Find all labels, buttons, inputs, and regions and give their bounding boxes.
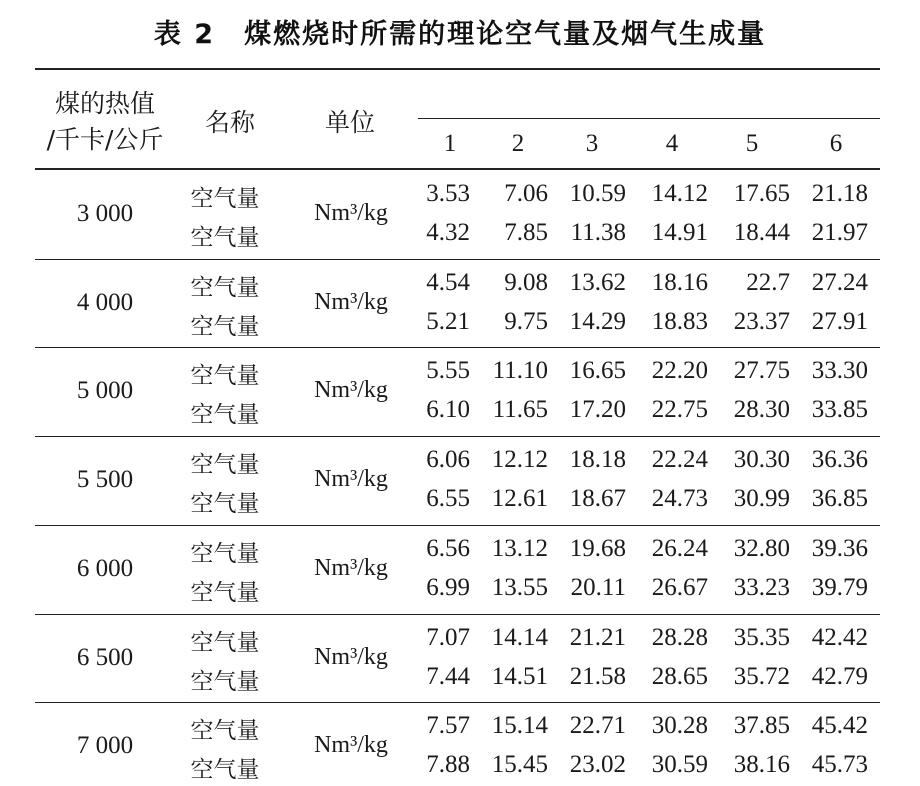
column-number-4: 4 xyxy=(665,130,679,157)
value-cell-col-2: 15.45 xyxy=(491,751,548,779)
group-separator-rule xyxy=(35,347,880,348)
header-name: 名称 xyxy=(204,108,255,137)
value-cell-col-2: 14.14 xyxy=(491,623,548,651)
value-cell-col-4: 28.65 xyxy=(651,662,708,690)
name-cell: 空气量 xyxy=(190,225,260,251)
name-cell: 空气量 xyxy=(190,313,260,340)
value-cell-col-6: 36.36 xyxy=(811,446,868,474)
value-cell-col-6: 42.42 xyxy=(811,623,868,651)
value-cell-col-3: 11.38 xyxy=(570,219,626,246)
value-cell-col-4: 24.73 xyxy=(651,485,708,513)
value-cell-col-4: 28.28 xyxy=(651,623,708,651)
name-cell: 空气量 xyxy=(190,186,260,212)
value-cell-col-1: 5.55 xyxy=(426,357,470,385)
heat-value-cell: 6 000 xyxy=(76,554,134,582)
value-cell-col-3: 14.29 xyxy=(569,307,626,335)
value-cell-col-4: 26.24 xyxy=(651,534,708,562)
value-cell-col-4: 22.20 xyxy=(651,357,708,385)
value-cell-col-6: 42.79 xyxy=(811,662,868,690)
heat-value-cell: 7 000 xyxy=(76,732,134,760)
value-cell-col-2: 7.06 xyxy=(504,180,548,207)
header-unit: 单位 xyxy=(324,108,375,137)
name-cell: 空气量 xyxy=(190,718,260,745)
value-cell-col-4: 18.83 xyxy=(651,307,708,335)
column-number-5: 5 xyxy=(745,130,759,157)
column-number-6: 6 xyxy=(829,130,843,157)
heat-value-cell: 6 500 xyxy=(76,643,134,671)
value-cell-col-5: 35.35 xyxy=(733,623,790,651)
heat-value-cell: 3 000 xyxy=(76,200,134,227)
value-cell-col-5: 17.65 xyxy=(733,180,790,207)
heat-value-cell: 5 000 xyxy=(76,377,134,405)
value-cell-col-5: 32.80 xyxy=(733,534,790,562)
unit-cell: Nm³/kg xyxy=(314,200,388,226)
value-cell-col-1: 7.88 xyxy=(426,751,470,779)
value-cell-col-3: 18.18 xyxy=(569,446,626,474)
value-cell-col-5: 35.72 xyxy=(733,662,790,690)
name-cell: 空气量 xyxy=(190,579,260,606)
value-cell-col-5: 22.7 xyxy=(746,268,790,296)
value-cell-col-1: 6.06 xyxy=(426,446,470,474)
column-number-2: 2 xyxy=(511,130,525,157)
name-cell: 空气量 xyxy=(190,629,260,656)
unit-cell: Nm³/kg xyxy=(314,466,388,493)
value-cell-col-2: 15.14 xyxy=(491,712,548,740)
value-cell-col-5: 27.75 xyxy=(733,357,790,385)
value-cell-col-5: 18.44 xyxy=(733,219,790,246)
value-cell-col-6: 39.36 xyxy=(811,534,868,562)
value-cell-col-6: 27.91 xyxy=(811,307,868,335)
value-cell-col-1: 5.21 xyxy=(426,307,470,335)
value-cell-col-6: 21.18 xyxy=(811,180,868,207)
value-cell-col-3: 19.68 xyxy=(569,534,626,562)
group-separator-rule xyxy=(35,614,880,615)
value-cell-col-6: 33.85 xyxy=(811,396,868,424)
header-heat-line1: 煤的热值 xyxy=(54,89,155,118)
value-cell-col-4: 14.91 xyxy=(651,219,708,246)
name-cell: 空气量 xyxy=(190,668,260,695)
name-cell: 空气量 xyxy=(190,402,260,429)
value-cell-col-5: 30.99 xyxy=(733,485,790,513)
value-cell-col-2: 9.08 xyxy=(504,268,548,296)
header-subrule xyxy=(418,118,880,119)
header-heat-value xyxy=(30,86,180,158)
value-cell-col-6: 45.73 xyxy=(811,751,868,779)
value-cell-col-1: 6.56 xyxy=(426,534,470,562)
value-cell-col-6: 21.97 xyxy=(811,219,868,246)
group-separator-rule xyxy=(35,259,880,260)
unit-cell: Nm³/kg xyxy=(314,288,388,315)
value-cell-col-3: 21.21 xyxy=(569,623,626,651)
column-number-3: 3 xyxy=(585,130,599,157)
name-cell: 空气量 xyxy=(190,540,260,567)
heat-value-cell: 4 000 xyxy=(76,288,134,316)
value-cell-col-4: 22.75 xyxy=(651,396,708,424)
value-cell-col-1: 6.55 xyxy=(426,485,470,513)
value-cell-col-5: 37.85 xyxy=(733,712,790,740)
group-separator-rule xyxy=(35,525,880,526)
unit-cell: Nm³/kg xyxy=(314,732,388,759)
value-cell-col-6: 27.24 xyxy=(811,268,868,296)
value-cell-col-6: 39.79 xyxy=(811,573,868,601)
value-cell-col-1: 6.99 xyxy=(426,573,470,601)
value-cell-col-6: 36.85 xyxy=(811,485,868,513)
value-cell-col-2: 13.12 xyxy=(491,534,548,562)
name-cell: 空气量 xyxy=(190,757,260,784)
value-cell-col-1: 4.32 xyxy=(426,219,470,246)
value-cell-col-6: 33.30 xyxy=(811,357,868,385)
unit-cell: Nm³/kg xyxy=(314,377,388,404)
value-cell-col-2: 12.12 xyxy=(491,446,548,474)
value-cell-col-2: 12.61 xyxy=(491,485,548,513)
value-cell-col-3: 13.62 xyxy=(569,268,626,296)
value-cell-col-1: 6.10 xyxy=(426,396,470,424)
value-cell-col-2: 11.10 xyxy=(492,357,548,385)
value-cell-col-5: 23.37 xyxy=(733,307,790,335)
value-cell-col-1: 4.54 xyxy=(426,268,470,296)
unit-cell: Nm³/kg xyxy=(314,554,388,581)
value-cell-col-3: 16.65 xyxy=(569,357,626,385)
name-cell: 空气量 xyxy=(190,363,260,390)
value-cell-col-2: 13.55 xyxy=(491,573,548,601)
value-cell-col-5: 30.30 xyxy=(733,446,790,474)
column-number-1: 1 xyxy=(443,130,457,157)
value-cell-col-5: 38.16 xyxy=(733,751,790,779)
unit-cell: Nm³/kg xyxy=(314,643,388,670)
value-cell-col-4: 14.12 xyxy=(651,180,708,207)
value-cell-col-6: 45.42 xyxy=(811,712,868,740)
heat-value-cell: 5 500 xyxy=(76,466,134,494)
name-cell: 空气量 xyxy=(190,491,260,518)
value-cell-col-1: 7.57 xyxy=(426,712,470,740)
value-cell-col-4: 18.16 xyxy=(651,268,708,296)
value-cell-col-4: 22.24 xyxy=(651,446,708,474)
value-cell-col-3: 23.02 xyxy=(569,751,626,779)
value-cell-col-2: 14.51 xyxy=(491,662,548,690)
value-cell-col-3: 22.71 xyxy=(569,712,626,740)
value-cell-col-3: 21.58 xyxy=(569,662,626,690)
value-cell-col-2: 7.85 xyxy=(504,219,548,246)
value-cell-col-4: 26.67 xyxy=(651,573,708,601)
value-cell-col-2: 11.65 xyxy=(492,396,548,424)
value-cell-col-4: 30.28 xyxy=(651,712,708,740)
group-separator-rule xyxy=(35,702,880,703)
value-cell-col-3: 18.67 xyxy=(569,485,626,513)
value-cell-col-3: 20.11 xyxy=(570,573,626,601)
value-cell-col-5: 33.23 xyxy=(733,573,790,601)
value-cell-col-1: 7.07 xyxy=(426,623,470,651)
name-cell: 空气量 xyxy=(190,452,260,479)
value-cell-col-1: 3.53 xyxy=(426,180,470,207)
value-cell-col-3: 17.20 xyxy=(569,396,626,424)
table-top-rule xyxy=(35,68,880,70)
value-cell-col-2: 9.75 xyxy=(504,307,548,335)
group-separator-rule xyxy=(35,436,880,437)
header-heat-line2: /千卡/公斤 xyxy=(46,125,164,154)
value-cell-col-3: 10.59 xyxy=(569,180,626,207)
table-title: 表 2 煤燃烧时所需的理论空气量及烟气生成量 xyxy=(153,19,767,50)
header-bottom-rule xyxy=(35,168,880,170)
value-cell-col-5: 28.30 xyxy=(733,396,790,424)
value-cell-col-1: 7.44 xyxy=(426,662,470,690)
name-cell: 空气量 xyxy=(190,274,260,301)
value-cell-col-4: 30.59 xyxy=(651,751,708,779)
